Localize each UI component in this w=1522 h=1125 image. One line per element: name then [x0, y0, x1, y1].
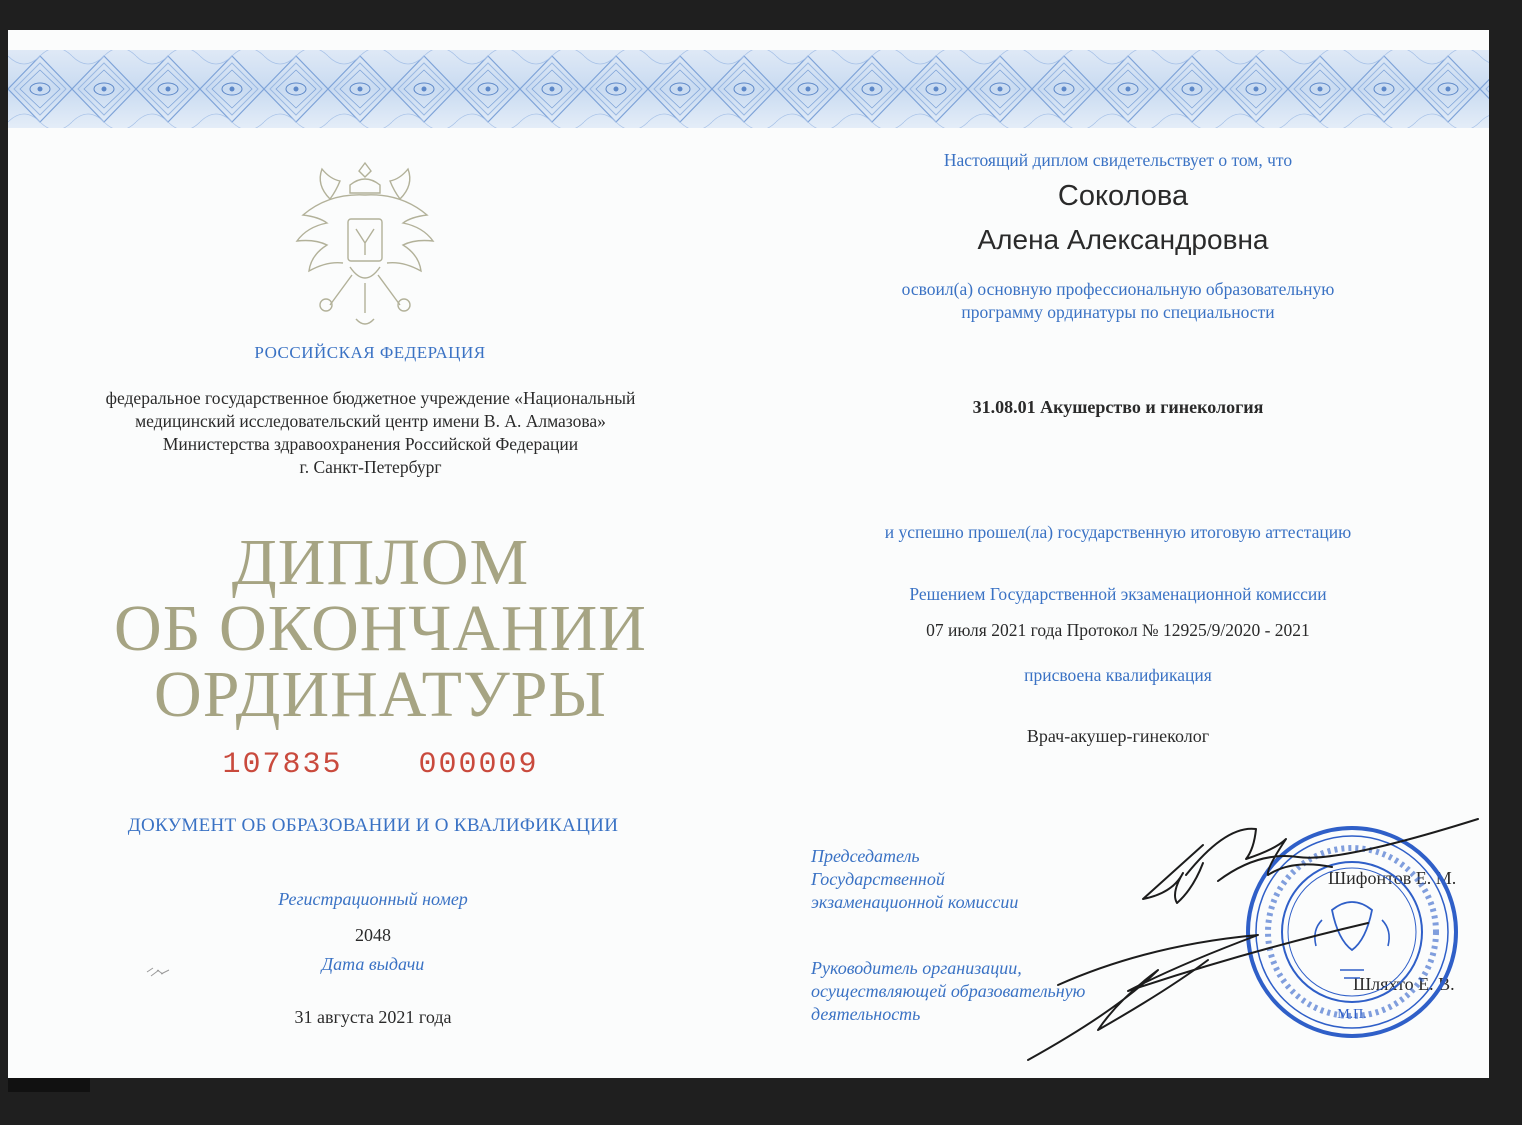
head-title-line: осуществляющей образовательную: [811, 981, 1086, 1001]
graduate-surname: Соколова: [1057, 180, 1189, 212]
issue-date: 31 августа 2021 года: [294, 1007, 452, 1027]
issue-date-label: Дата выдачи: [321, 954, 425, 974]
coat-of-arms-icon: [290, 155, 440, 330]
country-name: РОССИЙСКАЯ ФЕДЕРАЦИЯ: [254, 343, 486, 362]
serial-number: [48, 748, 713, 782]
qualification-label: присвоена квалификация: [1024, 665, 1212, 685]
document-type: ДОКУМЕНТ ОБ ОБРАЗОВАНИИ И О КВАЛИФИКАЦИИ: [127, 815, 619, 836]
title-line: ОРДИНАТУРЫ: [154, 658, 607, 731]
institution-line: федеральное государственное бюджетное учреждение «Национальный: [105, 388, 636, 408]
head-name: Шляхто Е. В.: [1353, 974, 1455, 994]
redaction-mark: [8, 1078, 90, 1092]
institution-line: Министерства здравоохранения Российской Федерации: [162, 434, 579, 454]
signatures-icon: [1018, 815, 1488, 1075]
head-title-line: Руководитель организации,: [811, 958, 1022, 978]
diploma-title: [48, 526, 713, 731]
institution-block: [38, 387, 703, 479]
mastered-line: освоил(а) основную профессиональную образовательную: [901, 279, 1335, 299]
serial-series: 107835: [222, 748, 343, 782]
registration-label: Регистрационный номер: [278, 889, 468, 909]
mastered-line: программу ординатуры по специальности: [961, 302, 1275, 322]
chairman-name: Шифонтов Е. М.: [1328, 868, 1457, 888]
chairman-title-line: Председатель: [811, 846, 920, 866]
certificate-intro: Настоящий диплом свидетельствует о том, что: [943, 150, 1293, 170]
graduate-name: Алена Александровна: [977, 224, 1269, 255]
title-line: ОБ ОКОНЧАНИИ: [114, 592, 647, 665]
institution-line: медицинский исследовательский центр имени В. А. Алмазова»: [135, 411, 606, 431]
diploma-sheet: [8, 30, 1489, 1078]
title-line: ДИПЛОМ: [231, 526, 530, 599]
head-title-line: деятельность: [811, 1004, 921, 1024]
serial-number-value: 000009: [418, 748, 539, 782]
chairman-title-line: Государственной: [811, 869, 945, 889]
institution-line: г. Санкт-Петербург: [299, 457, 442, 477]
registration-number: 2048: [355, 925, 391, 945]
scan-mark-icon: [143, 962, 173, 982]
commission-decision: Решением Государственной экзаменационной комиссии: [909, 584, 1327, 604]
chairman-title-line: экзаменационной комиссии: [811, 892, 1019, 912]
guilloche-pattern-icon: [8, 50, 1489, 128]
bottom-frame: [0, 1103, 1522, 1125]
attestation-text: и успешно прошел(ла) государственную итоговую аттестацию: [884, 522, 1352, 542]
protocol-line: 07 июля 2021 года Протокол № 12925/9/2020 - 2021: [926, 620, 1310, 640]
chairman-title: [811, 845, 1018, 914]
stamp-mp-label: М.П.: [1337, 1007, 1367, 1022]
qualification-value: Врач-акушер-гинеколог: [1026, 726, 1210, 746]
guilloche-band: [8, 50, 1489, 128]
specialty: 31.08.01 Акушерство и гинекология: [972, 397, 1264, 417]
mastered-text: [768, 278, 1468, 324]
